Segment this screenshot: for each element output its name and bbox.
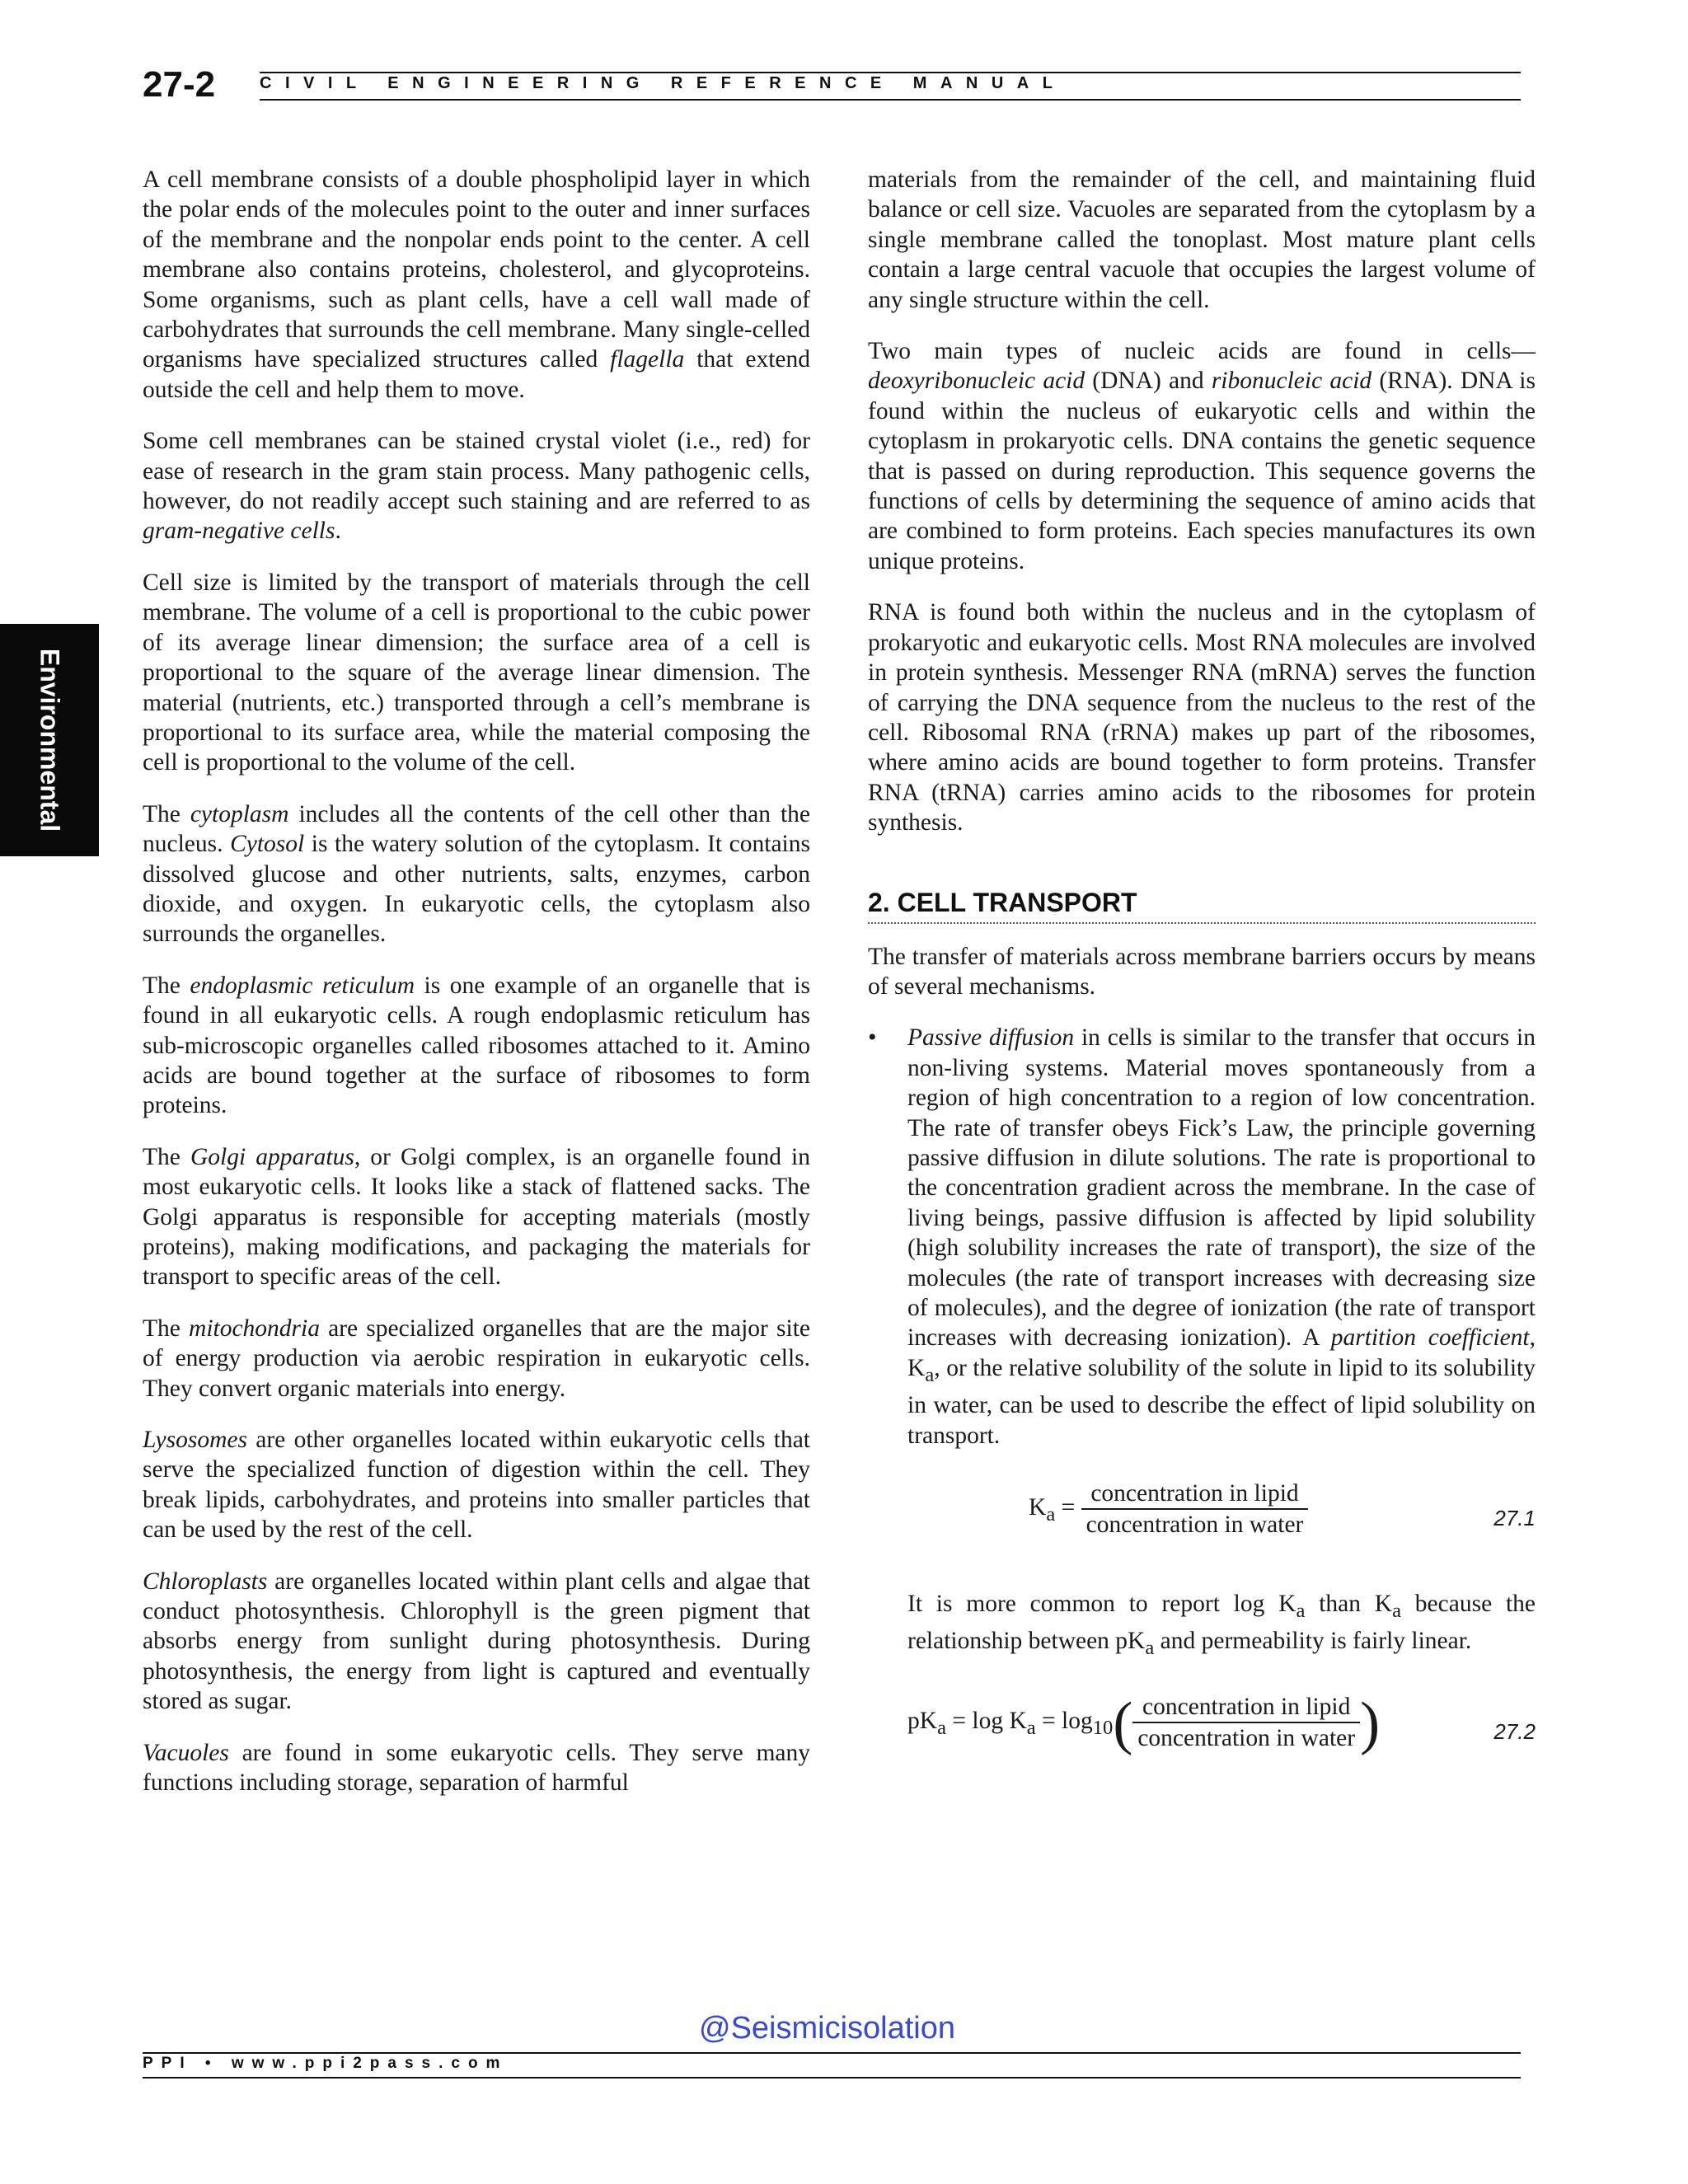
watermark: @Seismicisolation [699,2011,956,2046]
header-rule-bottom [260,99,1521,101]
paragraph-vacuoles: Vacuoles are found in some eukaryotic cells. They serve many functions including storage, separation of harmful [143,1739,810,1797]
eq2-close-paren: ) [1360,1689,1381,1755]
eq2-open-paren: ( [1113,1689,1133,1755]
eq2-fraction [1132,1692,1360,1754]
paragraph-rna: RNA is found both within the nucleus and in the cytoplasm of prokaryotic and eukaryotic cells. Most RNA molecules are involved in protein synthesis. Messenger RNA (mRNA) serves the function of carrying the DNA sequence from the nucleus to the rest of the cell. Ribosomal RNA (rRNA) makes up part of the ribosomes, where amino acids are bound together to form proteins. Transfer RNA (tRNA) carries amino acids to the ribosomes for protein synthesis. [868,599,1536,837]
paragraph-endoplasmic-reticulum: The endoplasmic reticulum is one example of an organelle that is found in all eukaryotic cells. A rough endoplasmic reticulum has sub-microscopic organelles called ribosomes attached to it. Amino acids are bound together at the surface of ribosomes to form proteins. [143,972,810,1119]
paragraph-cell-size: Cell size is limited by the transport of materials through the cell membrane. The volume of a cell is proportional to the cubic power of its average linear dimension; the surface area of a cell is proportional to the square of the average linear dimension. The material (nutrients, etc.) transported through a cell’s membrane is proportional to its surface area, while the material composing the cell is proportional to the volume of the cell. [143,569,810,776]
paragraph-chloroplasts: Chloroplasts are organelles located within plant cells and algae that conduct photosynthesis. Chlorophyll is the green pigment that absorbs energy from sunlight during photosynthesis. During photosynthesis, the energy from light is captured and eventually stored as sugar. [143,1568,810,1715]
paragraph-mitochondria: The mitochondria are specialized organelles that are the major site of energy production via aerobic respiration in eukaryotic cells. They convert organic materials into energy. [143,1315,810,1402]
equation-number-27-2: 27.2 [1493,1718,1536,1744]
paragraph-cell-membrane: A cell membrane consists of a double phospholipid layer in which the polar ends of the molecules point to the outer and inner surfaces of the membrane and the nonpolar ends point to the center. A cell membrane also contains proteins, cholesterol, and glycoproteins. Some organisms, such as plant cells, have a cell wall made of carbohydrates that surrounds the cell membrane. Many single-celled organisms have specialized structures called flagella that extend outside the cell and help them to move. [143,166,810,403]
paragraph-log-ka: It is more common to report $\log K_a$ than $K_a$ because the relationship between $pK_a$ and permeability is fairly linear. [907,1590,1536,1660]
page-header [143,64,1521,105]
page-number: 27-2 [143,64,216,105]
bullet-text: Passive diffusion in cells is similar to the transfer that occurs in non-living systems. Material moves spontaneously from a region of high concentration to a region of low concentration. The rate of transfer obeys Fick’s Law, the principle governing passive diffusion in dilute solutions. The rate is proportional to the concentration gradient across the membrane. In the case of living beings, passive diffusion is affected by lipid solubility (high solubility increases the rate of transport), the size of the molecules (the rate of transport increases with decreasing size of molecules), and the degree of ionization (the rate of transport increases with decreasing ionization). A partition coefficient, $K_a$, or the relative solubility of the solute in lipid to its solubility in water, can be used to describe the effect of lipid solubility on transport. [907,1024,1536,1449]
footer-rule-top [143,2052,1521,2054]
eq1-denominator: concentration in water [1085,1511,1304,1539]
paragraph-transfer-intro: The transfer of materials across membrane barriers occurs by means of several mechanisms. [868,943,1536,1000]
section-heading-cell-transport: 2. CELL TRANSPORT [868,886,1536,924]
equation-number-27-1: 27.1 [1493,1505,1536,1530]
footer-rule-bottom [143,2077,1521,2079]
paragraph-gram-stain: Some cell membranes can be stained crystal violet (i.e., red) for ease of research in the gram stain process. Many pathogenic cells, however, do not readily accept such staining and are referred to as gram-negative cells. [143,428,810,545]
eq1-numerator: concentration in lipid [1081,1479,1309,1510]
paragraph-cytoplasm: The cytoplasm includes all the contents of the cell other than the nucleus. Cytosol is the watery solution of the cytoplasm. It contains dissolved glucose and other nutrients, salts, enzymes, carbon dioxide, and oxygen. In eukaryotic cells, the cytoplasm also surrounds the organelles. [143,800,810,948]
paragraph-lysosomes: Lysosomes are other organelles located within eukaryotic cells that serve the specialized function of digestion within the cell. They break lipids, carbohydrates, and proteins into smaller particles that can be used by the rest of the cell. [143,1427,810,1544]
paragraph-nucleic-acids: Two main types of nucleic acids are found in cells—deoxyribonucleic acid (DNA) and ribonucleic acid (RNA). DNA is found within the nucleus of eukaryotic cells and within the cytoplasm in prokaryotic cells. DNA contains the genetic sequence that is passed on during reproduction. This sequence governs the functions of cells by determining the sequence of amino acids that are combined to form proteins. Each species manufactures its own unique proteins. [868,338,1536,574]
left-column [143,165,810,1820]
equation-27-1 [868,1479,1536,1569]
manual-title: CIVIL ENGINEERING REFERENCE MANUAL [260,74,1067,92]
paragraph-vacuoles-cont: materials from the remainder of the cell, and maintaining fluid balance or cell size. Vacuoles are separated from the cytoplasm by a single membrane called the tonoplast. Most mature plant cells contain a large central vacuole that occupies the largest volume of any single structure within the cell. [868,166,1536,313]
bullet-dot: • [868,1024,877,1052]
footer-text: PPI • www.ppi2pass.com [143,2055,509,2072]
eq1-fraction [1081,1479,1309,1540]
section-thumb-tab [0,624,99,856]
eq2-lhs: $pK_a = \log K_a = \log_{10}$ [907,1707,1114,1739]
equation-27-2 [868,1689,1536,1783]
page-footer [143,2052,1521,2077]
paragraph-golgi: The Golgi apparatus, or Golgi complex, is an organelle found in most eukaryotic cells. It looks like a stack of flattened sacks. The Golgi apparatus is responsible for accepting materials (mostly proteins), making modifications, and packaging the materials for transport to specific areas of the cell. [143,1143,810,1291]
header-rule-top [260,72,1521,73]
eq1-lhs: $K_a$ = [1029,1494,1076,1526]
eq2-denominator: concentration in water [1137,1724,1356,1751]
eq2-numerator: concentration in lipid [1132,1692,1360,1723]
right-column [868,165,1536,1802]
bullet-passive-diffusion [868,1023,1536,1451]
section-thumb-tab-label: Environmental [35,648,65,832]
